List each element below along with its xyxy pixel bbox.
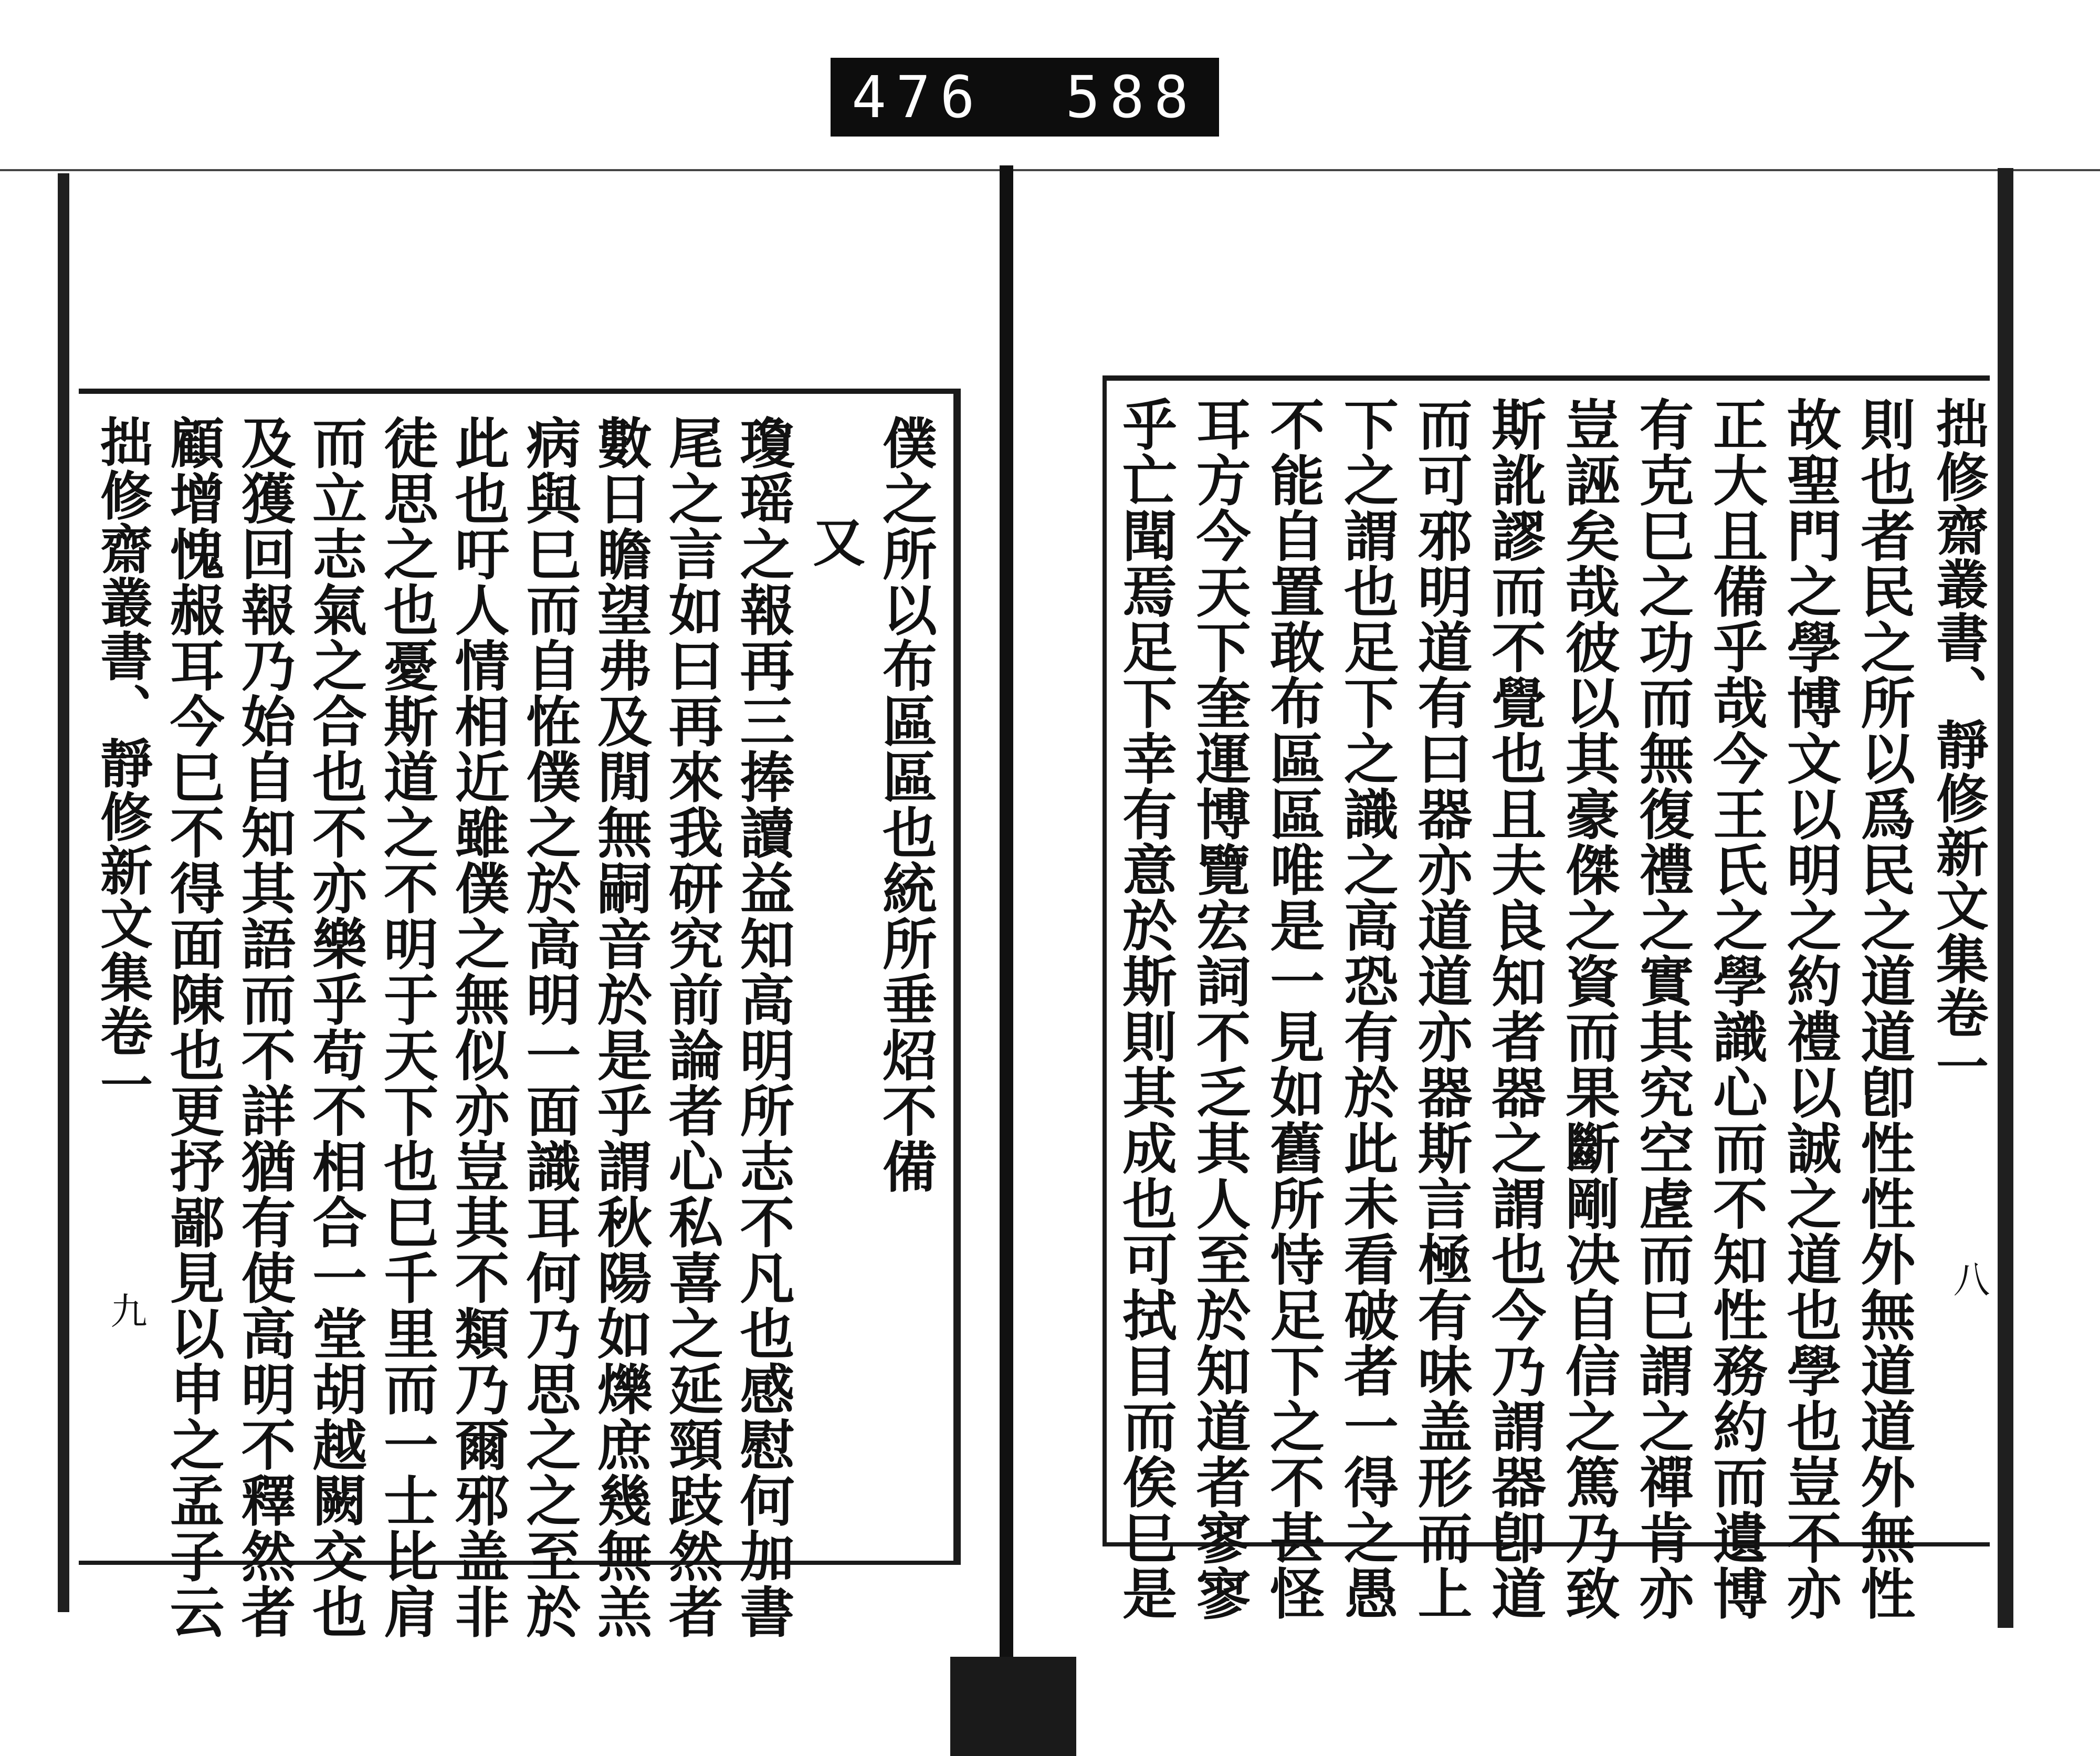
frame-number-right: 588 <box>1065 64 1198 131</box>
film-frame-label <box>831 58 1219 137</box>
left-column-4: 病與巳而自恠僕之於高明一面識耳何乃思之之至於 <box>517 415 582 1639</box>
book-spine <box>1000 165 1013 1667</box>
left-column-9: 顧增愧赧耳今巳不得面陳也更抒鄙見以申之孟子云 <box>160 415 225 1639</box>
right-text-columns <box>1107 396 1989 1621</box>
left-text-panel <box>79 389 961 1639</box>
right-column-10: 耳方今天下奎運博覽宏詞不乏其人至於知道者寥寥 <box>1186 396 1252 1621</box>
left-text-columns <box>83 415 938 1639</box>
left-heading: 又 <box>804 515 866 568</box>
right-column-7: 而可邪明道有曰器亦道道亦器斯言極有味盖形而上 <box>1408 396 1473 1621</box>
right-column-11: 乎亡聞焉足下幸有意於斯則其成也可拭目而俟巳是 <box>1113 396 1178 1621</box>
spine-clip <box>950 1657 1076 1756</box>
right-column-6: 斯訛謬而不覺也且夫良知者器之謂也今乃謂器卽道 <box>1482 396 1547 1621</box>
left-running-head: 拙修齋叢書、靜修新文集卷一 <box>91 415 153 1111</box>
right-column-1: 則也者民之所以爲民之道道卽性性外無道道外無性 <box>1851 396 1916 1621</box>
right-folio-number: 八 <box>1947 1260 1990 1297</box>
left-column-1: 瓊瑶之報再三捧讀益知高明所志不凡也感慰何加書 <box>730 415 795 1639</box>
left-column-7: 而立志氣之合也不亦樂乎苟不相合一堂胡越闕交也 <box>303 415 368 1639</box>
right-column-5: 豈誣矣哉彼以其豪傑之資而果斷剛决自信之篤乃致 <box>1556 396 1621 1621</box>
left-folio-number: 九 <box>104 1292 148 1329</box>
right-column-8: 下之謂也足下之識之高恐有於此未看破者一得之愚 <box>1334 396 1399 1621</box>
left-column-2: 尾之言如曰再來我研究前論者心私喜之延頸跂然者 <box>659 415 724 1639</box>
right-column-9: 不能自置敢布區區唯是一見如舊所恃足下之不甚怪 <box>1261 396 1326 1621</box>
right-column-3: 正大且備乎哉今王氏之學識心而不知性務約而遺博 <box>1704 396 1768 1621</box>
left-column-5: 此也吁人情相近雖僕之無似亦豈其不類乃爾邪盖非 <box>445 415 510 1639</box>
right-column-4: 有克巳之功而無復禮之實其究空虗而巳謂之禪肯亦 <box>1630 396 1695 1621</box>
frame-number-left: 476 <box>852 64 984 131</box>
left-column-6: 徒思之也憂斯道之不明于天下也巳千里而一士比肩 <box>374 415 439 1639</box>
left-column-3: 數日瞻望弗及閒無嗣音於是乎謂秋陽如爍庶幾無羔 <box>588 415 653 1639</box>
right-running-head: 拙修齋叢書、靜修新文集卷一 <box>1927 396 1989 1093</box>
right-column-2: 故聖門之學博文以明之約禮以誠之道也學也豈不亦 <box>1777 396 1842 1621</box>
right-text-panel <box>1102 375 1990 1621</box>
left-title-line: 僕之所以布區區也統所垂炤不備 <box>873 415 938 1194</box>
left-column-8: 及獲回報乃始自知其語而不詳猶有使高明不釋然者 <box>232 415 297 1639</box>
